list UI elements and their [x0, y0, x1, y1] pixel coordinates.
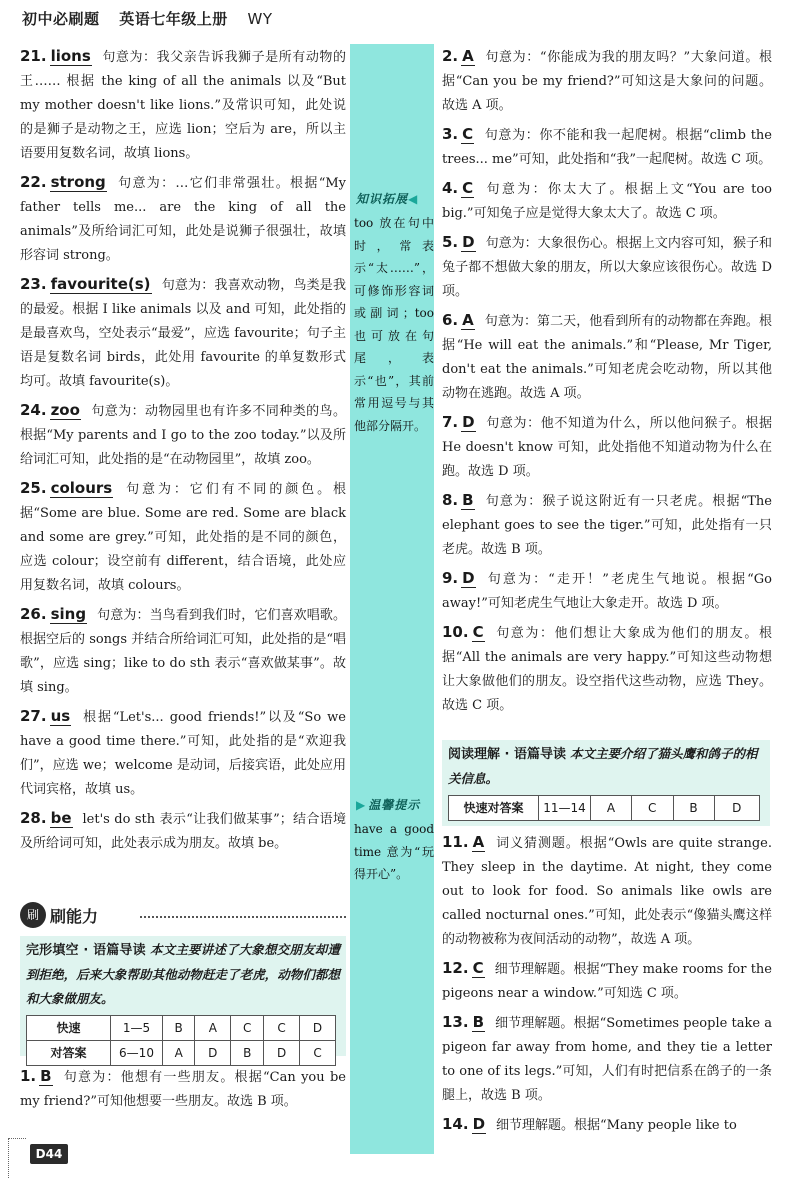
item-explanation: 句意为：当鸟看到我们时，它们喜欢唱歌。根据空后的 songs 并结合所给词汇可知，此处指的是“唱歌”，应选 sing；like to do sth 表示“喜欢做某事”。故填 sing。 — [20, 608, 346, 695]
reading-guide-box — [442, 740, 770, 826]
item-answer: zoo — [50, 401, 80, 419]
answer-range: 6—10 — [111, 1041, 163, 1066]
guide-label: 阅读理解 · 语篇导读 — [448, 747, 566, 762]
item-answer: B — [472, 1013, 485, 1031]
item-number: 6. — [442, 311, 459, 329]
answer-item — [442, 956, 772, 1006]
item-explanation: 句意为：第二天，他看到所有的动物都在奔跑。根据“He will eat the animals.”和“Please, Mr Tiger, don't eat the animals.”可知老虎会吃动物，所以其他动物在逃跑。故选 A 项。 — [442, 314, 772, 401]
answer-item — [442, 488, 772, 562]
answer-key-table — [26, 1015, 336, 1066]
item-answer: A — [462, 311, 474, 329]
answer-cell: C — [231, 1016, 264, 1041]
answer-item — [442, 122, 772, 172]
item-number: 3. — [442, 125, 459, 143]
arrow-right-icon: ▶ — [356, 798, 367, 812]
answer-item — [442, 230, 772, 304]
edition-label: WY — [247, 10, 273, 28]
item-explanation: 细节理解题。根据“Many people like to — [496, 1118, 737, 1133]
answer-item — [20, 602, 346, 700]
item-answer: D — [462, 413, 475, 431]
answer-item — [442, 44, 772, 118]
answer-key-label: 快速对答案 — [449, 796, 539, 821]
answer-item — [20, 170, 346, 268]
item-number: 8. — [442, 491, 459, 509]
brush-icon: 刷 — [20, 902, 46, 928]
item-explanation: 句意为：我喜欢动物，鸟类是我的最爱。根据 I like animals 以及 and 可知，此处指的是最喜欢鸟，空处表示“最爱”，应选 favourite；句子主语是复数名词 birds，此处用 favourite 的单复数形式均可。故填 favourite(s)。 — [20, 278, 346, 389]
item-explanation: 句意为：他们想让大象成为他们的朋友。根据“All the animals are very happy.”可知这些动物想让大象做他们的朋友。设空指代这些动物，应选 They。故选 C 项。 — [442, 626, 772, 713]
item-answer: C — [472, 623, 484, 641]
item-number: 23. — [20, 275, 47, 293]
item-answer: B — [462, 491, 474, 509]
answer-cell: A — [163, 1041, 195, 1066]
item-number: 13. — [442, 1013, 469, 1031]
item-number: 10. — [442, 623, 469, 641]
answer-cell: A — [591, 796, 632, 821]
answer-item — [442, 566, 772, 616]
answer-cell: D — [264, 1041, 300, 1066]
answer-item — [20, 44, 346, 166]
answer-cell: C — [300, 1041, 336, 1066]
answer-item — [442, 620, 772, 718]
item-explanation: 句意为：你太大了。根据上文“You are too big.”可知兔子应是觉得大象太大了。故选 C 项。 — [442, 182, 772, 221]
item-explanation: 句意为：它们有不同的颜色。根据“Some are blue. Some are red. Some are black and some are grey.”可知，此处指的是不同的颜色，应选 colour；设空前有 different，结合语境，此处应用复数名词，故填 colours。 — [20, 482, 346, 593]
answer-cell: D — [195, 1041, 231, 1066]
page-header — [22, 8, 762, 48]
side-note-title — [356, 796, 420, 813]
knowledge-title: 知识拓展 — [356, 192, 409, 206]
answer-item — [20, 704, 346, 802]
series-title: 初中必刷题 — [22, 10, 100, 28]
item-answer: C — [472, 959, 484, 977]
answer-item — [442, 308, 772, 406]
answer-item — [442, 176, 772, 226]
answer-range: 11—14 — [539, 796, 591, 821]
answer-range: 1—5 — [111, 1016, 163, 1041]
item-answer: D — [472, 1115, 486, 1133]
item-number: 26. — [20, 605, 47, 623]
side-note-body: too 放在句中时，常表示“太……”，可修饰形容词或副词；too 也可放在句尾，表示“也”，其前常用逗号与其他部分隔开。 — [354, 216, 434, 433]
answer-cell: A — [195, 1016, 231, 1041]
item-number: 27. — [20, 707, 47, 725]
corner-mark — [8, 1138, 26, 1178]
item-answer: favourite(s) — [50, 275, 151, 293]
guide-body: 本文主要讲述了大象想交朋友却遭到拒绝，后来大象帮助其他动物赶走了老虎，动物们都想和大象做朋友。 — [26, 942, 340, 1006]
item-explanation: 句意为：我父亲告诉我狮子是所有动物的王…… 根据 the king of all the animals 以及“But my mother doesn't like lions.”及常识可知，此处说的是狮子是动物之王，应选 lion；空后为 are，所以主语要用复数名词，故填 lions。 — [20, 50, 346, 161]
item-answer: us — [50, 707, 71, 725]
item-explanation: 句意为：他不知道为什么，所以他问猴子。根据 He doesn't know 可知，此处指他不知道动物为什么在跑。故选 D 项。 — [442, 416, 772, 479]
item-number: 4. — [442, 179, 459, 197]
item-answer: sing — [50, 605, 87, 623]
item-number: 22. — [20, 173, 47, 191]
item-number: 2. — [442, 47, 459, 65]
item-answer: C — [462, 179, 474, 197]
item-number: 14. — [442, 1115, 469, 1133]
section-badge — [20, 902, 108, 928]
cloze-guide-box — [20, 936, 346, 1060]
answer-item — [20, 398, 346, 472]
item-number: 24. — [20, 401, 47, 419]
item-number: 11. — [442, 833, 469, 851]
item-explanation: 根据“Let's... good friends!”以及“So we have a good time there.”可知，此处指的是“欢迎我们”，应选 we；welcome 是动词，后接宾语，此处应用代词宾格，故填 us。 — [20, 710, 346, 797]
answer-item — [20, 476, 346, 598]
section-header — [20, 902, 346, 932]
answer-item — [442, 1010, 772, 1108]
answer-item — [20, 806, 346, 856]
item-answer: C — [462, 125, 474, 143]
answer-item — [20, 1064, 346, 1114]
item-answer: be — [50, 809, 72, 827]
item-explanation: 句意为：大象很伤心。根据上文内容可知，猴子和兔子都不想做大象的朋友，所以大象应该很伤心。故选 D 项。 — [442, 236, 772, 299]
right-column — [442, 44, 772, 752]
dotted-divider — [140, 916, 346, 918]
answer-cell: D — [714, 796, 760, 821]
tip-title: 温馨提示 — [368, 798, 421, 812]
guide-body: 本文主要介绍了猫头鹰和鸽子的相关信息。 — [448, 746, 758, 786]
item-answer: B — [40, 1067, 52, 1085]
item-explanation: 句意为：你不能和我一起爬树。根据“climb the trees... me”可知，此处指和“我”一起爬树。故选 C 项。 — [442, 128, 772, 167]
answer-cell: C — [631, 796, 673, 821]
item-explanation: 句意为：他想有一些朋友。根据“Can you be my friend?”可知他想要一些朋友。故选 B 项。 — [20, 1070, 346, 1109]
item-answer: strong — [50, 173, 106, 191]
item-explanation: 句意为：猴子说这附近有一只老虎。根据“The elephant goes to see the tiger.”可知，此处指有一只老虎。故选 B 项。 — [442, 494, 772, 557]
item-answer: A — [472, 833, 485, 851]
answer-cell: D — [300, 1016, 336, 1041]
item-answer: A — [462, 47, 474, 65]
answer-key-label: 快速 — [27, 1016, 111, 1041]
side-note-strip — [350, 44, 434, 1154]
item-answer: lions — [50, 47, 91, 65]
answer-cell: B — [163, 1016, 195, 1041]
answer-item — [442, 830, 772, 952]
left-column — [20, 44, 346, 860]
item-number: 28. — [20, 809, 47, 827]
item-number: 7. — [442, 413, 459, 431]
answer-cell: C — [264, 1016, 300, 1041]
side-note-title — [356, 190, 420, 207]
guide-label: 完形填空 · 语篇导读 — [26, 943, 146, 958]
section-title: 刷能力 — [50, 907, 99, 926]
answer-item — [442, 1112, 772, 1138]
answer-key-table — [448, 795, 760, 821]
item-explanation: 句意为：…它们非常强壮。根据“My father tells me... are the king of all the animals”及所给词汇可知，此处是说狮子很强壮，故填形容词 strong。 — [20, 176, 346, 263]
item-number: 21. — [20, 47, 47, 65]
item-explanation: 句意为：“走开！”老虎生气地说。根据“Go away!”可知老虎生气地让大象走开。故选 D 项。 — [442, 572, 772, 611]
item-number: 9. — [442, 569, 459, 587]
item-answer: D — [462, 569, 475, 587]
right-column-lower — [442, 830, 772, 1142]
item-explanation: 词义猜测题。根据“Owls are quite strange. They sleep in the daytime. At night, they come out to look for food. So animals like owls are called nocturnal ones.”可知，此处表示“像猫头鹰这样的动物被称为夜间活动的动物”，故选 A 项。 — [442, 836, 772, 947]
item-explanation: 细节理解题。根据“They make rooms for the pigeons near a window.”可知选 C 项。 — [442, 962, 772, 1001]
item-explanation: let's do sth 表示“让我们做某事”；结合语境及所给词可知，此处表示成为朋友。故填 be。 — [20, 812, 346, 851]
answer-cell: B — [231, 1041, 264, 1066]
item-number: 5. — [442, 233, 459, 251]
item-number: 1. — [20, 1067, 37, 1085]
item-number: 25. — [20, 479, 47, 497]
answer-item — [20, 272, 346, 394]
item-explanation: 细节理解题。根据“Sometimes people take a pigeon far away from home, and they tie a letter to one of its legs.”可知，人们有时把信系在鸽子的一条腿上，故选 B 项。 — [442, 1016, 772, 1103]
book-title: 英语七年级上册 — [119, 10, 228, 28]
answer-key-label: 对答案 — [27, 1041, 111, 1066]
item-answer: D — [462, 233, 475, 251]
item-number: 12. — [442, 959, 469, 977]
answer-cell: B — [673, 796, 714, 821]
item-explanation: 句意为：动物园里也有许多不同种类的鸟。根据“My parents and I go to the zoo today.”以及所给词汇可知，此处指的是“在动物园里”，故填 zoo。 — [20, 404, 346, 467]
side-note-body: have a good time 意为“玩得开心”。 — [354, 822, 434, 881]
item-explanation: 句意为：“你能成为我的朋友吗？”大象问道。根据“Can you be my friend?”可知这是大象问的问题。故选 A 项。 — [442, 50, 772, 113]
page-number: D44 — [30, 1144, 68, 1164]
item-answer: colours — [50, 479, 113, 497]
arrow-left-icon: ◀ — [408, 192, 419, 206]
answer-item — [442, 410, 772, 484]
